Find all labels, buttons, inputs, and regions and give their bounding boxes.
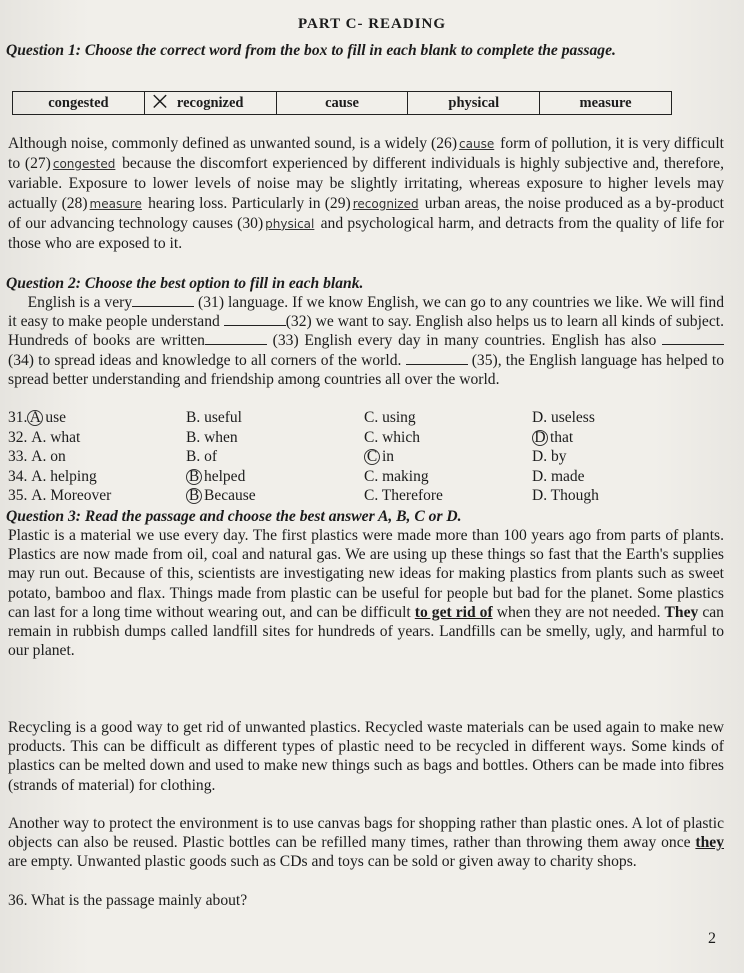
- underlined-word: they: [695, 834, 724, 852]
- handwritten-answer: recognized: [352, 196, 419, 211]
- question-3-passage-2: Recycling is a good way to get rid of unwanted plastics. Recycled waste materials can be used again to make new products. This can be difficult as different types of plastic need to be recycled in different ways. Some kinds of plastics can be melted down and used to make new things such as bags and bottles. Others can be made into fibres (strands of material) for clothing.: [8, 719, 724, 794]
- bold-word: They: [664, 603, 699, 621]
- word-box-item: ⨉ recognized: [145, 92, 277, 114]
- word-box-item: cause: [277, 92, 409, 114]
- strikethrough-mark-icon: ⨉: [152, 92, 168, 113]
- question-1-passage: Although noise, commonly defined as unwanted sound, is a widely (26) cause form of pollution, it is very difficult to (27) congested because the discomfort experienced by different individuals is highly subjective and, therefore, variable. Exposure to lower levels of noise may be slightly irritating, whereas exposure to higher levels may actually (28) measure hearing loss. Particularly in (29) recognized urban areas, the noise produced as a by-product of our advancing technology causes (30) physical and psychological harm, and detracts from the quality of life for those who are exposed to it.: [8, 135, 724, 253]
- page-number: 2: [708, 930, 716, 947]
- circled-answer: A: [27, 410, 43, 426]
- underlined-phrase: to get rid of: [414, 603, 493, 621]
- circled-answer: C: [364, 449, 380, 465]
- word-box: [12, 91, 672, 115]
- word-box-item: measure: [579, 95, 632, 111]
- handwritten-answer: cause: [459, 137, 495, 151]
- question-36: 36. What is the passage mainly about?: [8, 892, 248, 909]
- circled-answer: D: [532, 430, 548, 446]
- question-3-passage-1: Plastic is a material we use every day. The first plastics were made more than 100 years ago from parts of plants. Plastics are now made from oil, coal and natural gas. We are using up these things so fast that the Earth's supplies may run out. Because of this, scientists are investigating new ideas for making plastics from plants such as sweet potato, bamboo and flax. Things made from plastic can be useful for people but bad for the planet. Some plastics can last for a long time without wearing out, and can be difficult to get rid of when they are not needed. They can remain in rubbish dumps called landfill sites for hundreds of years. Landfills can be smelly, ugly, and harmful to our planet.: [8, 527, 724, 660]
- option-row: 33. A. on B. of C in D. by: [8, 448, 567, 465]
- word-box-item: congested: [13, 92, 145, 114]
- word-box-item: physical: [408, 92, 540, 114]
- question-3-passage-3: Another way to protect the environment is to use canvas bags for shopping rather than plastic ones. A lot of plastic objects can also be reused. Plastic bottles can be refilled many times, rather than throwing them away once they are empty. Unwanted plastic goods such as CDs and toys can be sold or given away to charity shops.: [8, 815, 724, 871]
- circled-answer: B: [186, 488, 202, 504]
- option-row: 34. A. helping B helped C. making D. made: [8, 467, 585, 485]
- handwritten-answer: congested: [52, 157, 116, 172]
- option-row: 32. A. what B. when C. which D that: [8, 428, 574, 446]
- circled-answer: B: [186, 469, 202, 485]
- option-row: 35. A. Moreover B Because C. Therefore D. Though: [8, 487, 599, 504]
- question-2-options: [8, 408, 728, 506]
- handwritten-answer: measure: [89, 196, 142, 211]
- question-2-title: Question 2: Choose the best option to fill in each blank.: [6, 275, 364, 292]
- option-row: 31. A use B. useful C. using D. useless: [8, 409, 595, 426]
- handwritten-answer: physical: [265, 216, 315, 231]
- question-2-passage: English is a very (31) language. If we know English, we can go to any countries we like. We will find it easy to make people understand (32) we want to say. English also helps us to learn all kinds of subject. Hundreds of books are written (33) English every day in many countries. English has also (34) to spread ideas and knowledge to all corners of the world. (35), the English language has helped to spread better understanding and friendship among countries all over the world.: [8, 294, 725, 388]
- question-3-title: Question 3: Read the passage and choose the best answer A, B, C or D.: [6, 508, 462, 525]
- question-1-title: Question 1: Choose the correct word from the box to fill in each blank to complete the passage.: [6, 42, 616, 59]
- section-header: PART C- READING: [297, 16, 447, 32]
